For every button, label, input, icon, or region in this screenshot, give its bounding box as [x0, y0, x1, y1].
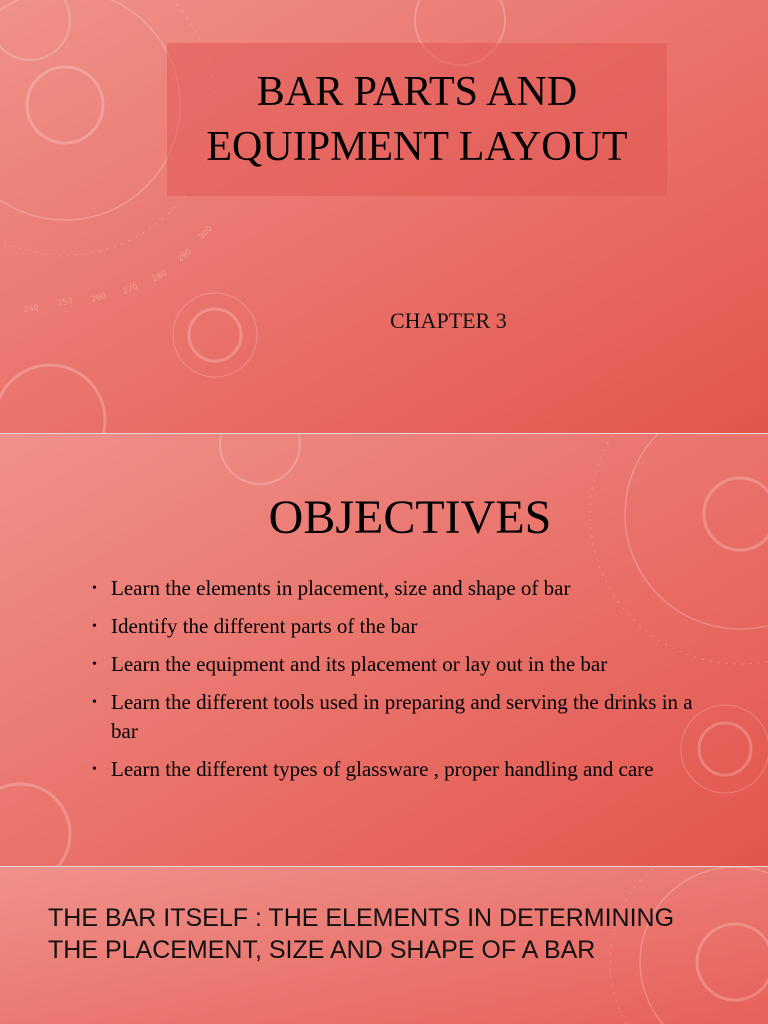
title-line-1: BAR PARTS AND [256, 68, 578, 115]
list-item-text: Learn the equipment and its placement or lay out in the bar [111, 652, 608, 676]
slide-title [0, 0, 768, 433]
bullet-marker: • [92, 657, 97, 672]
list-item-text: Identify the different parts of the bar [111, 614, 418, 638]
slide-objectives [0, 434, 768, 866]
deco-number: 260 [90, 291, 108, 304]
list-item-text: Learn the different types of glassware , proper handling and care [111, 757, 654, 781]
bullet-marker: • [92, 619, 97, 634]
list-item [92, 650, 722, 679]
list-item-text: Learn the elements in placement, size and shape of bar [111, 576, 571, 600]
title-box [167, 43, 667, 196]
deco-number: 240 [23, 302, 40, 314]
deco-number: 290 [175, 247, 194, 264]
deco-number: 270 [121, 281, 139, 296]
slide-heading: THE BAR ITSELF : THE ELEMENTS IN DETERMINING THE PLACEMENT, SIZE AND SHAPE OF A BAR [48, 904, 675, 964]
bullet-marker: • [92, 695, 97, 710]
list-item [92, 612, 722, 641]
bullet-marker: • [92, 762, 97, 777]
deco-number: 250 [56, 295, 74, 308]
slide-bar-itself [0, 867, 768, 1024]
list-item [92, 755, 722, 784]
slide-title-text [206, 65, 627, 175]
objectives-list [92, 574, 722, 793]
deco-number: 280 [150, 268, 169, 284]
chapter-subtitle: CHAPTER 3 [390, 308, 507, 333]
title-line-2: EQUIPMENT LAYOUT [206, 123, 628, 170]
list-item-text: Learn the different tools used in preparing and serving the drinks in a bar [111, 690, 693, 743]
bullet-marker: • [92, 581, 97, 596]
deco-number: 300 [196, 223, 214, 242]
list-item [92, 574, 722, 603]
list-item [92, 688, 722, 746]
objectives-title: OBJECTIVES [268, 491, 552, 544]
